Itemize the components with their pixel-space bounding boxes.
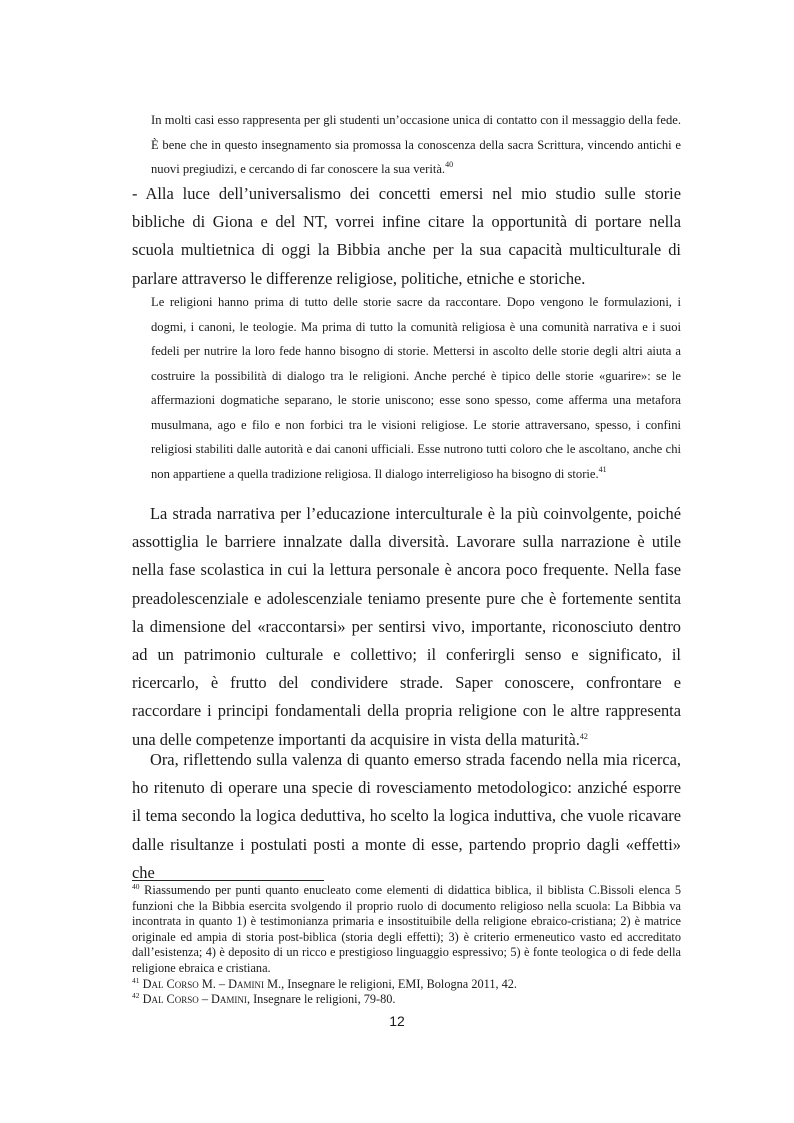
quote-text: Le religioni hanno prima di tutto delle storie sacre da raccontare. Dopo vengono le formulazioni, i dogmi, i canoni, le teologie. Ma prima di tutto la comunità religiosa è una comunità narrativa e i suoi fedeli per nutrire la loro fede hanno bisogno di storie. Mettersi in ascolto delle storie degli altri aiuta a costruire la possibilità di dialogo tra le religioni. Anche perché è tipico delle storie «guarire»: se le affermazioni dogmatiche separano, le storie uniscono; esse sono spesso, come afferma una metafora musulmana, ago e filo e non forbici tra le visioni religiose. Le storie attraversano, spesso, i confini religiosi stabiliti dalle autorità e dai canoni ufficiali. Esse nutrono tutti coloro che le ascoltano, anche chi non appartiene a quella tradizione religiosa. Il dialogo interreligioso ha bisogno di storie.: [151, 295, 681, 481]
footnote-40: [132, 883, 681, 977]
paragraph-1: [132, 180, 681, 293]
quote-text: In molti casi esso rappresenta per gli studenti un’occasione unica di contatto con il messaggio della fede. È bene che in questo insegnamento sia promossa la conoscenza della sacra Scrittura, vincendo antichi e nuovi pregiudizi, e cercando di far conoscere la sua verità.: [151, 113, 681, 176]
footnote-number: 41: [132, 975, 140, 985]
footnote-text: M. –: [198, 976, 229, 991]
page-number: 12: [389, 1013, 405, 1029]
footnote-number: 42: [132, 991, 140, 1001]
block-quote-1: [151, 108, 681, 182]
footnote-separator: [132, 880, 324, 881]
footnote-text: , Insegnare le religioni, 79-80.: [246, 992, 396, 1007]
footnote-42: [132, 992, 681, 1008]
footnote-ref-42[interactable]: 42: [579, 731, 588, 741]
paragraph-text: - Alla luce dell’universalismo dei concetti emersi nel mio studio sulle storie bibliche di Giona e del NT, vorrei infine citare la opportunità di portare nella scuola multietnica di oggi la Bibbia anche per la sua capacità multiculturale di parlare attraverso le differenze religiose, politiche, etniche e storiche.: [132, 184, 681, 288]
paragraph-text: Ora, riflettendo sulla valenza di quanto emerso strada facendo nella mia ricerca, ho ritenuto di operare una specie di rovesciamento metodologico: anziché esporre il tema secondo la logica deduttiva, ho scelto la logica induttiva, che vuole ricavare dalle risultanze i postulati posti a monte di esse, partendo proprio dagli «effetti» che: [132, 750, 681, 882]
paragraph-2: [132, 500, 681, 754]
block-quote-2: [151, 290, 681, 486]
author-name: Dal Corso: [142, 992, 199, 1007]
author-name: Dal Corso: [142, 976, 199, 991]
paragraph-3: [132, 746, 681, 887]
paragraph-text: La strada narrativa per l’educazione interculturale è la più coinvolgente, poiché assottiglia le barriere innalzate dalla diversità. Lavorare sulla narrazione è utile nella fase scolastica in cui la lettura personale è ancora poco frequente. Nella fase preadolescenziale e adolescenziale teniamo presente pure che è fortemente sentita la dimensione del «raccontarsi» per sentirsi vivo, importante, riconosciuto dentro ad un patrimonio culturale e collettivo; il conferirgli senso e significato, il ricercarlo, è frutto del condividere strade. Saper conoscere, confrontare e raccordare i principi fondamentali della propria religione con le altre rappresenta una delle competenze importanti da acquisire in vista della maturità.: [132, 504, 681, 749]
footnote-text: –: [198, 992, 212, 1007]
footnote-number: 40: [132, 882, 140, 891]
footnote-text: M., Insegnare le religioni, EMI, Bologna 2011, 42.: [264, 976, 517, 991]
footnote-41: [132, 977, 681, 993]
footnote-text: Riassumendo per punti quanto enucleato come elementi di didattica biblica, il biblista C.Bissoli elenca 5 funzioni che la Bibbia esercita svolgendo il proprio ruolo di documento religioso nella scuola: La Bibbia va incontrata in quanto 1) è testimonianza primaria e insostituibile della religione ebraico-cristiana; 2) è matrice originale ed ampia di storia post-biblica (storia degli effetti); 3) è criterio ermeneutico vasto ed accreditato dall’esistenza; 4) è deposito di un ricco e prestigioso linguaggio espressivo; 5) è fonte teologica o di fede della religione ebraica e cristiana.: [132, 883, 681, 975]
author-name: Damini: [228, 976, 265, 991]
footnote-ref-41[interactable]: 41: [598, 464, 607, 474]
footnote-ref-40[interactable]: 40: [445, 160, 454, 169]
footnotes: [132, 883, 681, 1008]
author-name: Damini: [211, 992, 247, 1007]
